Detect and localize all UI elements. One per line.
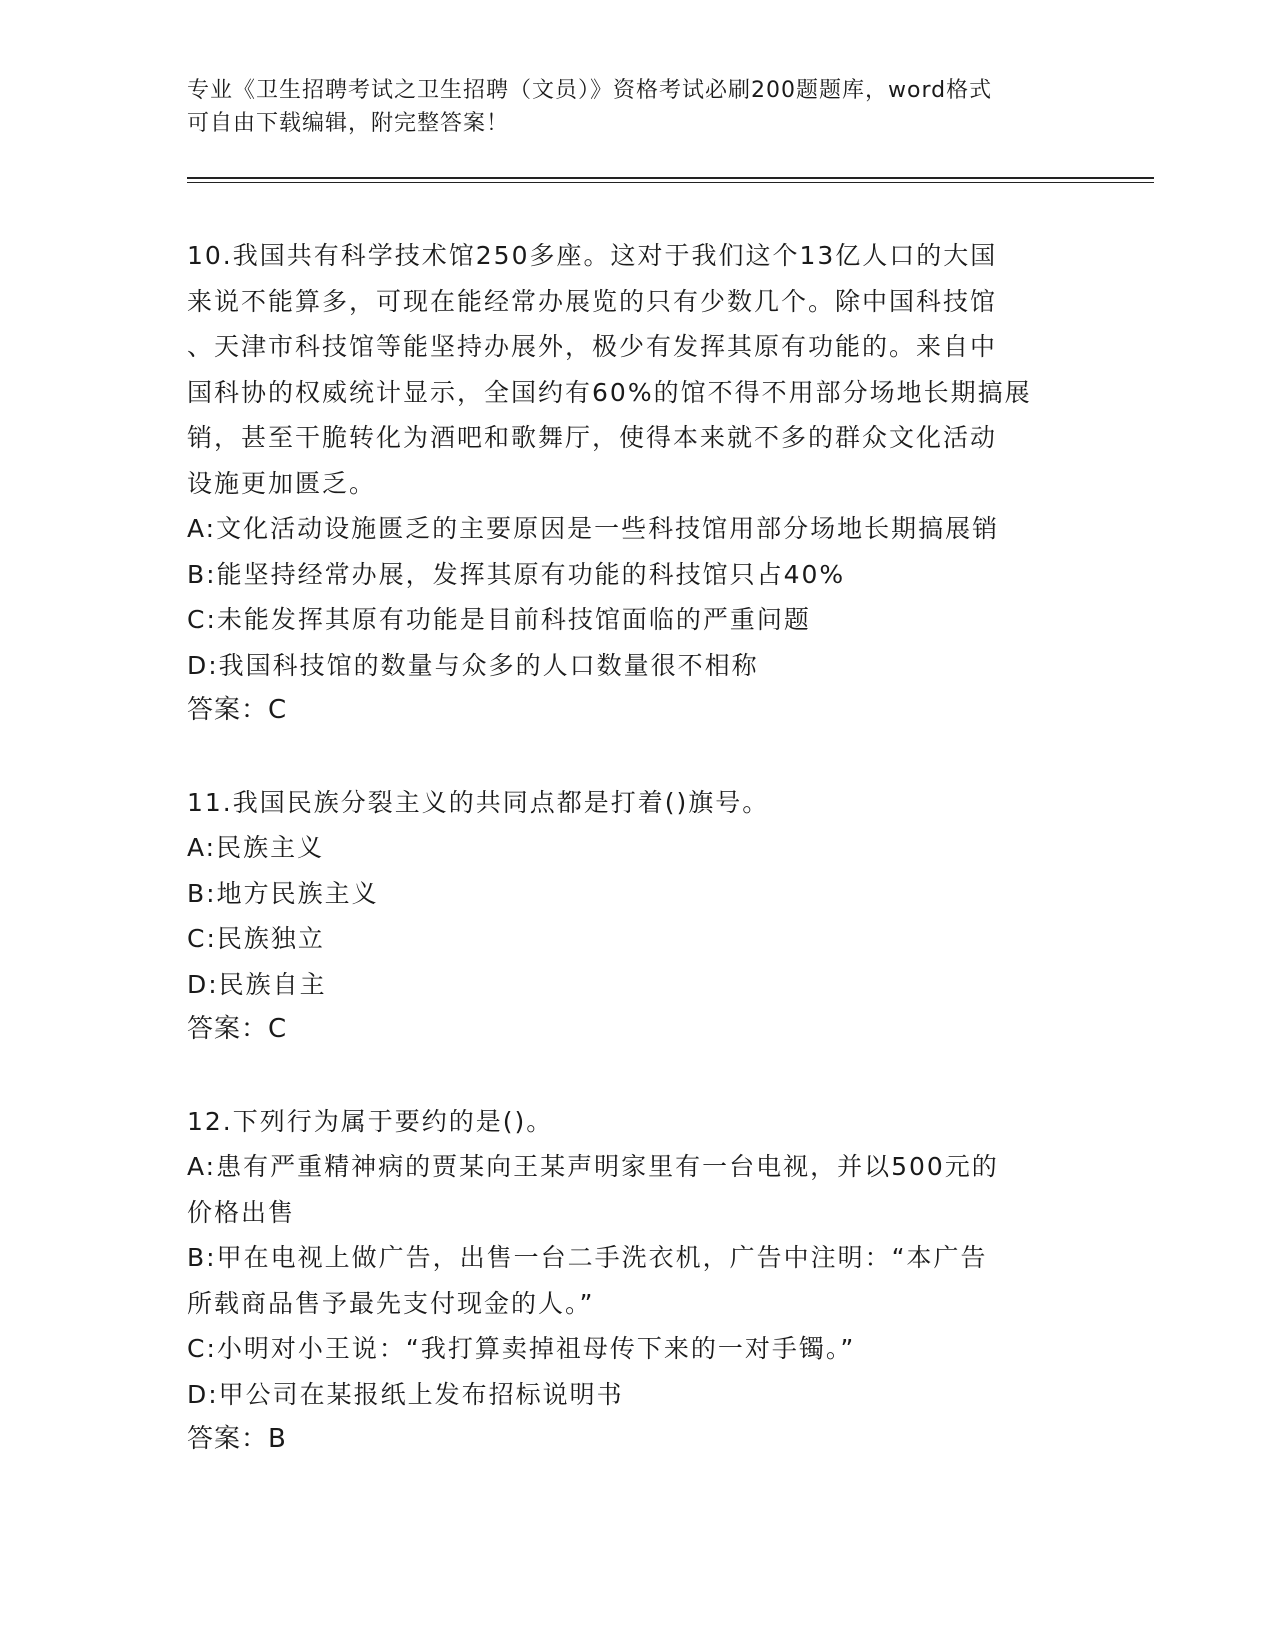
question-stem-line: 11.我国民族分裂主义的共同点都是打着()旗号。 bbox=[187, 787, 770, 817]
question-list bbox=[187, 233, 1087, 1463]
header-divider bbox=[187, 182, 1154, 183]
option-b: B:能坚持经常办展，发挥其原有功能的科技馆只占40% bbox=[187, 559, 846, 589]
option-c: C:民族独立 bbox=[187, 924, 325, 953]
option-b: B:地方民族主义 bbox=[187, 878, 379, 908]
option-a: A:民族主义 bbox=[187, 833, 325, 862]
question-stem-line: 10.我国共有科学技术馆250多座。这对于我们这个13亿人口的大国 bbox=[187, 241, 998, 270]
option-d: D:民族自主 bbox=[187, 969, 327, 999]
question-stem-line: 来说不能算多，可现在能经常办展览的只有少数几个。除中国科技馆 bbox=[187, 286, 998, 316]
option-a: A:患有严重精神病的贾某向王某声明家里有一台电视，并以500元的 bbox=[187, 1152, 999, 1181]
question-item bbox=[187, 233, 1087, 734]
question-stem-line: 国科协的权威统计显示，全国约有60%的馆不得不用部分场地长期搞展 bbox=[187, 377, 1032, 407]
option-b-continued: 所载商品售予最先支付现金的人。” bbox=[187, 1288, 595, 1318]
option-d: D:甲公司在某报纸上发布招标说明书 bbox=[187, 1379, 624, 1409]
question-item bbox=[187, 780, 1087, 1053]
option-b: B:甲在电视上做广告，出售一台二手洗衣机，广告中注明：“本广告 bbox=[187, 1243, 988, 1272]
answer-label: 答案：B bbox=[187, 1424, 287, 1454]
option-d: D:我国科技馆的数量与众多的人口数量很不相称 bbox=[187, 650, 759, 680]
spacer bbox=[187, 734, 1087, 780]
option-c: C:未能发挥其原有功能是目前科技馆面临的严重问题 bbox=[187, 605, 811, 634]
answer-label: 答案：C bbox=[187, 1014, 288, 1044]
document-header bbox=[187, 74, 1087, 140]
header-line: 可自由下载编辑，附完整答案！ bbox=[187, 111, 510, 136]
option-a-continued: 价格出售 bbox=[187, 1197, 296, 1227]
question-stem-line: 设施更加匮乏。 bbox=[187, 468, 377, 498]
option-a: A:文化活动设施匮乏的主要原因是一些科技馆用部分场地长期搞展销 bbox=[187, 514, 1000, 543]
answer-label: 答案：C bbox=[187, 695, 288, 725]
question-item bbox=[187, 1099, 1087, 1463]
option-c: C:小明对小王说：“我打算卖掉祖母传下来的一对手镯。” bbox=[187, 1334, 856, 1363]
header-line: 专业《卫生招聘考试之卫生招聘（文员）》资格考试必刷200题题库，word格式 bbox=[187, 78, 993, 103]
spacer bbox=[187, 1053, 1087, 1099]
question-stem-line: 12.下列行为属于要约的是()。 bbox=[187, 1106, 554, 1136]
question-stem-line: 、天津市科技馆等能坚持办展外，极少有发挥其原有功能的。来自中 bbox=[187, 332, 998, 361]
header-divider bbox=[187, 177, 1154, 179]
question-stem-line: 销，甚至干脆转化为酒吧和歌舞厅，使得本来就不多的群众文化活动 bbox=[187, 423, 998, 452]
